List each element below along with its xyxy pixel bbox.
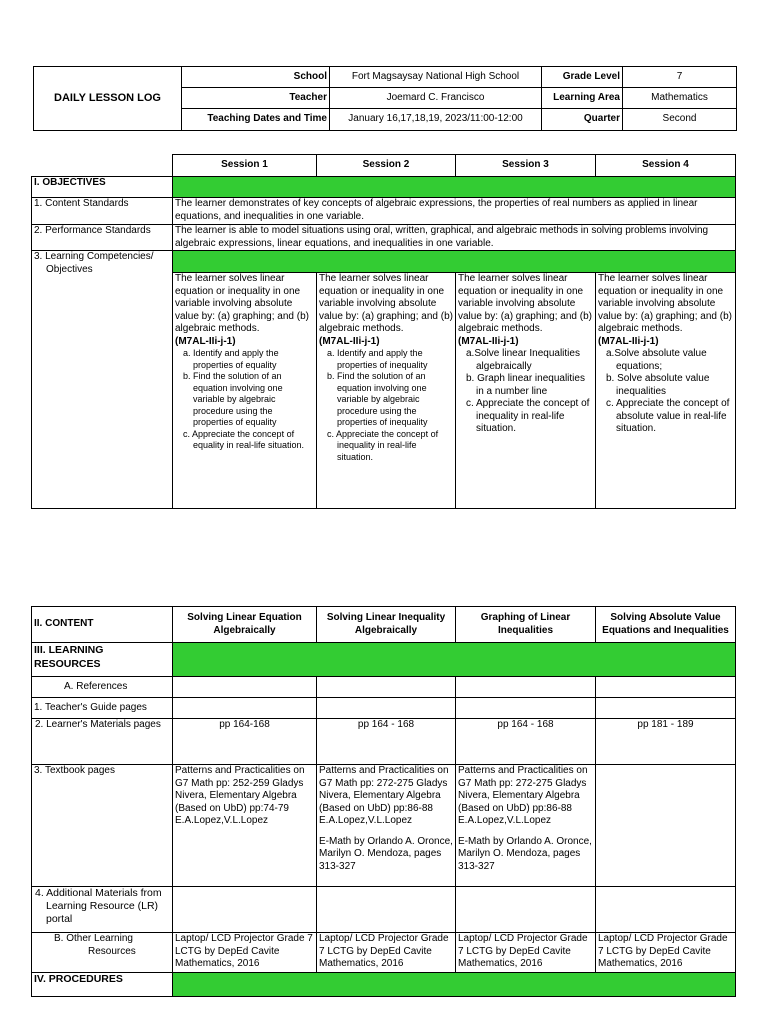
additional-cell bbox=[456, 887, 596, 933]
objectives-heading: I. OBJECTIVES bbox=[32, 177, 173, 198]
content-heading: II. CONTENT bbox=[32, 607, 173, 643]
objective-item: c. Appreciate the concept of absolute value in real-life situation. bbox=[606, 398, 730, 434]
references-label: A. References bbox=[32, 677, 173, 698]
textbook-label: 3. Textbook pages bbox=[32, 765, 173, 887]
competency-code: (M7AL-IIi-j-1) bbox=[458, 335, 519, 347]
competencies-label: 3. Learning Competencies/ Objectives bbox=[32, 251, 173, 509]
session-2-objectives bbox=[317, 273, 456, 509]
objective-item: a.Solve absolute value equations; bbox=[606, 348, 707, 372]
header-table bbox=[33, 66, 737, 131]
objective-item: b. Solve absolute value inequalities bbox=[606, 373, 710, 397]
competencies-green-band bbox=[173, 251, 736, 273]
other-value: Laptop/ LCD Projector Grade 7 LCTG by DepEd Cavite Mathematics, 2016 bbox=[596, 933, 736, 973]
session-4-header: Session 4 bbox=[596, 155, 736, 177]
grade-label: Grade Level bbox=[542, 67, 623, 88]
grade-value: 7 bbox=[623, 67, 737, 88]
quarter-label: Quarter bbox=[542, 109, 623, 131]
competency-code: (M7AL-IIi-j-1) bbox=[598, 335, 659, 347]
topic-2: Solving Linear Inequality Algebraically bbox=[317, 607, 456, 643]
objective-list bbox=[458, 348, 593, 436]
teacher-label: Teacher bbox=[182, 88, 330, 109]
lm-value: pp 164 - 168 bbox=[317, 719, 456, 765]
topic-1: Solving Linear Equation Algebraically bbox=[173, 607, 317, 643]
tg-cell bbox=[317, 698, 456, 719]
textbook-value bbox=[317, 765, 456, 887]
textbook-ref: E-Math by Orlando A. Oronce, Marilyn O. Mendoza, pages 313-327 bbox=[319, 835, 453, 872]
session-3-objectives bbox=[456, 273, 596, 509]
textbook-value bbox=[173, 765, 317, 887]
school-value: Fort Magsaysay National High School bbox=[330, 67, 542, 88]
textbook-ref: Patterns and Practicalities on G7 Math pp: 252-259 Gladys Nivera, Elementary Algebra (Based on UbD) pp:74-79 E.A.Lopez,V.L.Lopez bbox=[175, 765, 305, 826]
objective-list bbox=[175, 348, 314, 452]
additional-cell bbox=[317, 887, 456, 933]
textbook-ref: Patterns and Practicalities on G7 Math pp: 272-275 Gladys Nivera, Elementary Algebra (Based on UbD) pp:86-88 E.A.Lopez,V.L.Lopez bbox=[458, 765, 588, 826]
other-value: Laptop/ LCD Projector Grade 7 LCTG by DepEd Cavite Mathematics, 2016 bbox=[173, 933, 317, 973]
quarter-value: Second bbox=[623, 109, 737, 131]
competency-text: The learner solves linear equation or inequality in one variable involving absolute value by: (a) graphing; and (b) algebraic methods. bbox=[598, 273, 732, 334]
additional-cell bbox=[173, 887, 317, 933]
additional-cell bbox=[596, 887, 736, 933]
area-value: Mathematics bbox=[623, 88, 737, 109]
objective-item: c. Appreciate the concept of equality in real-life situation. bbox=[183, 428, 305, 450]
competency-text: The learner solves linear equation or inequality in one variable involving absolute value by: (a) graphing; and (b) algebraic methods. bbox=[319, 273, 453, 334]
lm-value: pp 164 - 168 bbox=[456, 719, 596, 765]
content-standards-label: 1. Content Standards bbox=[32, 198, 173, 225]
objective-item: b. Find the solution of an equation involving one variable by algebraic procedure using the properties of equality bbox=[183, 371, 283, 427]
tg-cell bbox=[173, 698, 317, 719]
lm-value: pp 181 - 189 bbox=[596, 719, 736, 765]
teacher-value: Joemard C. Francisco bbox=[330, 88, 542, 109]
objective-item: a. Identify and apply the properties of equality bbox=[183, 348, 279, 370]
textbook-ref: Patterns and Practicalities on G7 Math pp: 272-275 Gladys Nivera, Elementary Algebra (Based on UbD) pp:86-88 E.A.Lopez,V.L.Lopez bbox=[319, 765, 449, 826]
school-label: School bbox=[182, 67, 330, 88]
log-title: DAILY LESSON LOG bbox=[34, 67, 182, 131]
objective-item: c. Appreciate the concept of inequality in real-life situation. bbox=[327, 428, 439, 462]
other-value: Laptop/ LCD Projector Grade 7 LCTG by DepEd Cavite Mathematics, 2016 bbox=[317, 933, 456, 973]
objective-list bbox=[319, 348, 453, 463]
procedures-green-band bbox=[173, 973, 736, 997]
objective-item: b. Graph linear inequalities in a number line bbox=[466, 373, 585, 397]
objective-item: c. Appreciate the concept of inequality in real-life situation. bbox=[466, 398, 590, 434]
content-table bbox=[31, 606, 736, 997]
competency-code: (M7AL-IIi-j-1) bbox=[175, 335, 236, 347]
objectives-green-band bbox=[173, 177, 736, 198]
competency-code: (M7AL-IIi-j-1) bbox=[319, 335, 380, 347]
lm-label: 2. Learner's Materials pages bbox=[32, 719, 173, 765]
textbook-ref: E-Math by Orlando A. Oronce, Marilyn O. Mendoza, pages 313-327 bbox=[458, 835, 592, 872]
objective-item: a. Identify and apply the properties of inequality bbox=[327, 348, 428, 370]
tg-cell bbox=[596, 698, 736, 719]
tg-label: 1. Teacher's Guide pages bbox=[32, 698, 173, 719]
references-cell bbox=[596, 677, 736, 698]
textbook-value bbox=[596, 765, 736, 887]
resources-heading: III. LEARNING RESOURCES bbox=[32, 643, 173, 677]
dates-label: Teaching Dates and Time bbox=[182, 109, 330, 131]
references-cell bbox=[173, 677, 317, 698]
session-4-objectives bbox=[596, 273, 736, 509]
references-cell bbox=[317, 677, 456, 698]
objective-item: b. Find the solution of an equation involving one variable by algebraic procedure using the properties of inequality bbox=[327, 371, 428, 427]
area-label: Learning Area bbox=[542, 88, 623, 109]
session-1-objectives bbox=[173, 273, 317, 509]
performance-standards-label: 2. Performance Standards bbox=[32, 225, 173, 251]
procedures-heading: IV. PROCEDURES bbox=[32, 973, 173, 997]
session-2-header: Session 2 bbox=[317, 155, 456, 177]
session-1-header: Session 1 bbox=[173, 155, 317, 177]
content-standards-text: The learner demonstrates of key concepts of algebraic expressions, the properties of real numbers as applied in linear equations, and inequalities in one variable. bbox=[173, 198, 736, 225]
resources-green-band bbox=[173, 643, 736, 677]
references-cell bbox=[456, 677, 596, 698]
other-value: Laptop/ LCD Projector Grade 7 LCTG by DepEd Cavite Mathematics, 2016 bbox=[456, 933, 596, 973]
corner-cell bbox=[32, 155, 173, 177]
other-label: B. Other Learning Resources bbox=[32, 933, 173, 973]
tg-cell bbox=[456, 698, 596, 719]
competency-text: The learner solves linear equation or inequality in one variable involving absolute value by: (a) graphing; and (b) algebraic methods. bbox=[175, 273, 309, 334]
objective-item: a.Solve linear Inequalities algebraically bbox=[466, 348, 580, 372]
additional-label: 4. Additional Materials from Learning Resource (LR) portal bbox=[32, 887, 173, 933]
session-3-header: Session 3 bbox=[456, 155, 596, 177]
dates-value: January 16,17,18,19, 2023/11:00-12:00 bbox=[330, 109, 542, 131]
competency-text: The learner solves linear equation or inequality in one variable involving absolute value by: (a) graphing; and (b) algebraic methods. bbox=[458, 273, 592, 334]
topic-3: Graphing of Linear Inequalities bbox=[456, 607, 596, 643]
textbook-value bbox=[456, 765, 596, 887]
lm-value: pp 164-168 bbox=[173, 719, 317, 765]
objective-list bbox=[598, 348, 733, 436]
topic-4: Solving Absolute Value Equations and Inequalities bbox=[596, 607, 736, 643]
performance-standards-text: The learner is able to model situations using oral, written, graphical, and algebraic methods in solving problems involving algebraic expressions, linear equations, and inequalities in one variable. bbox=[173, 225, 736, 251]
objectives-table bbox=[31, 154, 736, 509]
